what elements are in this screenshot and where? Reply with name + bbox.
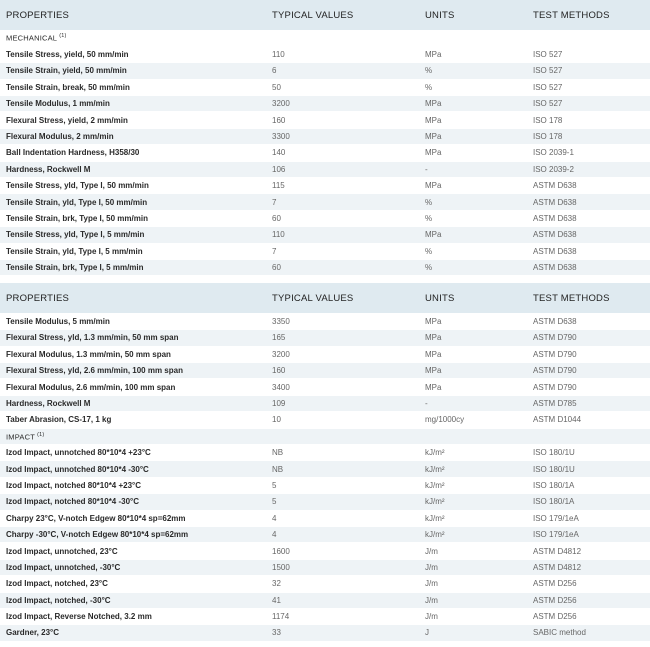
table-row xyxy=(0,412,650,428)
cell-typical-value: 1600 xyxy=(266,543,418,559)
cell-property: Ball Indentation Hardness, H358/30 xyxy=(0,145,266,161)
footnote-marker: (1) xyxy=(37,431,45,438)
table-row xyxy=(0,145,650,161)
cell-test-method: ISO 179/1eA xyxy=(525,510,650,526)
cell-typical-value: 41 xyxy=(266,592,418,608)
table-row xyxy=(0,194,650,210)
cell-property: Izod Impact, Reverse Notched, 3.2 mm xyxy=(0,608,266,624)
cell-unit: % xyxy=(418,194,525,210)
table-row xyxy=(0,477,650,493)
section-row-impact xyxy=(0,428,650,444)
cell-unit: MPa xyxy=(418,313,525,329)
cell-unit: J xyxy=(418,625,525,641)
table-row xyxy=(0,243,650,259)
cell-typical-value: 160 xyxy=(266,112,418,128)
footnote-marker: (1) xyxy=(59,33,67,40)
cell-typical-value: 106 xyxy=(266,161,418,177)
table-header-row xyxy=(0,0,650,30)
header-typical-values: TYPICAL VALUES xyxy=(272,292,354,304)
cell-unit: % xyxy=(418,210,525,226)
cell-unit: MPa xyxy=(418,379,525,395)
cell-typical-value: 50 xyxy=(266,79,418,95)
cell-typical-value: 60 xyxy=(266,259,418,275)
cell-unit: MPa xyxy=(418,330,525,346)
cell-test-method: ASTM D790 xyxy=(525,346,650,362)
cell-property: Izod Impact, unnotched 80*10*4 -30°C xyxy=(0,461,266,477)
cell-unit: MPa xyxy=(418,227,525,243)
cell-typical-value: 10 xyxy=(266,412,418,428)
cell-test-method: ISO 2039-1 xyxy=(525,145,650,161)
cell-test-method: SABIC method xyxy=(525,625,650,641)
cell-test-method: ASTM D785 xyxy=(525,395,650,411)
cell-unit: MPa xyxy=(418,46,525,62)
cell-test-method: ASTM D256 xyxy=(525,576,650,592)
table-row xyxy=(0,625,650,641)
cell-property: Flexural Stress, yield, 2 mm/min xyxy=(0,112,266,128)
table-row xyxy=(0,128,650,144)
cell-typical-value: 165 xyxy=(266,330,418,346)
cell-test-method: ISO 527 xyxy=(525,79,650,95)
table-row xyxy=(0,161,650,177)
table-row xyxy=(0,96,650,112)
cell-unit: J/m xyxy=(418,592,525,608)
cell-test-method: ASTM D638 xyxy=(525,243,650,259)
cell-property: Tensile Strain, brk, Type I, 50 mm/min xyxy=(0,210,266,226)
cell-property: Charpy -30°C, V-notch Edgew 80*10*4 sp=62mm xyxy=(0,526,266,542)
cell-test-method: ASTM D638 xyxy=(525,178,650,194)
section-label-mechanical xyxy=(0,30,650,46)
cell-property: Izod Impact, unnotched 80*10*4 +23°C xyxy=(0,444,266,460)
cell-typical-value: 3200 xyxy=(266,96,418,112)
cell-unit: MPa xyxy=(418,96,525,112)
cell-typical-value: 109 xyxy=(266,395,418,411)
cell-test-method: ASTM D638 xyxy=(525,194,650,210)
cell-test-method: ISO 180/1A xyxy=(525,494,650,510)
cell-property: Flexural Modulus, 2.6 mm/min, 100 mm span xyxy=(0,379,266,395)
cell-typical-value: 7 xyxy=(266,194,418,210)
cell-typical-value: 5 xyxy=(266,494,418,510)
table-row xyxy=(0,46,650,62)
cell-typical-value: 4 xyxy=(266,526,418,542)
cell-typical-value: 4 xyxy=(266,510,418,526)
header-test-methods: TEST METHODS xyxy=(533,9,610,21)
cell-unit: % xyxy=(418,79,525,95)
cell-property: Tensile Strain, yield, 50 mm/min xyxy=(0,63,266,79)
table-row xyxy=(0,559,650,575)
table-2-body-b xyxy=(0,444,650,641)
cell-property: Izod Impact, unnotched, 23°C xyxy=(0,543,266,559)
cell-property: Flexural Modulus, 2 mm/min xyxy=(0,128,266,144)
cell-property: Izod Impact, notched, 23°C xyxy=(0,576,266,592)
cell-unit: MPa xyxy=(418,363,525,379)
cell-typical-value: 160 xyxy=(266,363,418,379)
cell-property: Izod Impact, notched 80*10*4 -30°C xyxy=(0,494,266,510)
header-properties: PROPERTIES xyxy=(6,292,70,304)
table-1-body xyxy=(0,30,650,276)
cell-property: Tensile Stress, yld, Type I, 5 mm/min xyxy=(0,227,266,243)
cell-typical-value: 3400 xyxy=(266,379,418,395)
cell-unit: kJ/m² xyxy=(418,461,525,477)
table-row xyxy=(0,395,650,411)
cell-unit: kJ/m² xyxy=(418,510,525,526)
cell-unit: MPa xyxy=(418,346,525,362)
cell-property: Hardness, Rockwell M xyxy=(0,395,266,411)
table-row xyxy=(0,330,650,346)
cell-test-method: ASTM D256 xyxy=(525,608,650,624)
cell-typical-value: 32 xyxy=(266,576,418,592)
cell-unit: % xyxy=(418,243,525,259)
table-row xyxy=(0,543,650,559)
cell-test-method: ASTM D4812 xyxy=(525,559,650,575)
table-row xyxy=(0,112,650,128)
cell-test-method: ISO 178 xyxy=(525,128,650,144)
cell-typical-value: 60 xyxy=(266,210,418,226)
table-row xyxy=(0,79,650,95)
cell-property: Tensile Strain, brk, Type I, 5 mm/min xyxy=(0,259,266,275)
header-units: UNITS xyxy=(425,292,455,304)
cell-unit: MPa xyxy=(418,178,525,194)
cell-test-method: ISO 527 xyxy=(525,63,650,79)
cell-test-method: ISO 178 xyxy=(525,112,650,128)
cell-property: Gardner, 23°C xyxy=(0,625,266,641)
cell-unit: mg/1000cy xyxy=(418,412,525,428)
cell-unit: kJ/m² xyxy=(418,477,525,493)
cell-property: Taber Abrasion, CS-17, 1 kg xyxy=(0,412,266,428)
table-row xyxy=(0,363,650,379)
cell-property: Tensile Strain, yld, Type I, 5 mm/min xyxy=(0,243,266,259)
section-title: IMPACT xyxy=(6,432,35,442)
cell-test-method: ASTM D638 xyxy=(525,313,650,329)
cell-test-method: ISO 2039-2 xyxy=(525,161,650,177)
cell-test-method: ASTM D638 xyxy=(525,259,650,275)
cell-typical-value: 3300 xyxy=(266,128,418,144)
table-row xyxy=(0,444,650,460)
table-2-section xyxy=(0,428,650,444)
table-row xyxy=(0,494,650,510)
cell-test-method: ASTM D256 xyxy=(525,592,650,608)
table-row xyxy=(0,592,650,608)
cell-unit: kJ/m² xyxy=(418,526,525,542)
cell-property: Tensile Modulus, 5 mm/min xyxy=(0,313,266,329)
table-row xyxy=(0,379,650,395)
table-row xyxy=(0,526,650,542)
header-test-methods: TEST METHODS xyxy=(533,292,610,304)
cell-unit: % xyxy=(418,63,525,79)
cell-test-method: ISO 180/1U xyxy=(525,461,650,477)
cell-typical-value: 3350 xyxy=(266,313,418,329)
cell-typical-value: 7 xyxy=(266,243,418,259)
cell-test-method: ASTM D790 xyxy=(525,330,650,346)
table-row xyxy=(0,63,650,79)
cell-property: Tensile Modulus, 1 mm/min xyxy=(0,96,266,112)
cell-property: Flexural Stress, yld, 1.3 mm/min, 50 mm span xyxy=(0,330,266,346)
cell-unit: J/m xyxy=(418,576,525,592)
cell-test-method: ASTM D4812 xyxy=(525,543,650,559)
cell-property: Izod Impact, notched, -30°C xyxy=(0,592,266,608)
table-row xyxy=(0,227,650,243)
cell-test-method: ASTM D790 xyxy=(525,363,650,379)
cell-test-method: ASTM D638 xyxy=(525,210,650,226)
cell-property: Tensile Strain, yld, Type I, 50 mm/min xyxy=(0,194,266,210)
cell-typical-value: 140 xyxy=(266,145,418,161)
cell-unit: J/m xyxy=(418,559,525,575)
cell-property: Hardness, Rockwell M xyxy=(0,161,266,177)
cell-typical-value: 5 xyxy=(266,477,418,493)
section-label-impact xyxy=(0,428,650,444)
cell-typical-value: 33 xyxy=(266,625,418,641)
header-properties: PROPERTIES xyxy=(6,9,70,21)
cell-property: Charpy 23°C, V-notch Edgew 80*10*4 sp=62mm xyxy=(0,510,266,526)
cell-unit: MPa xyxy=(418,145,525,161)
cell-typical-value: 110 xyxy=(266,46,418,62)
cell-typical-value: 1500 xyxy=(266,559,418,575)
cell-property: Izod Impact, unnotched, -30°C xyxy=(0,559,266,575)
cell-unit: - xyxy=(418,395,525,411)
cell-test-method: ASTM D638 xyxy=(525,227,650,243)
cell-typical-value: NB xyxy=(266,444,418,460)
cell-property: Tensile Strain, break, 50 mm/min xyxy=(0,79,266,95)
cell-unit: % xyxy=(418,259,525,275)
header-units: UNITS xyxy=(425,9,455,21)
cell-property: Tensile Stress, yld, Type I, 50 mm/min xyxy=(0,178,266,194)
cell-typical-value: 110 xyxy=(266,227,418,243)
cell-typical-value: 6 xyxy=(266,63,418,79)
cell-typical-value: NB xyxy=(266,461,418,477)
table-row xyxy=(0,510,650,526)
table-2-body-a xyxy=(0,313,650,428)
cell-unit: - xyxy=(418,161,525,177)
cell-unit: kJ/m² xyxy=(418,494,525,510)
table-header-row xyxy=(0,283,650,313)
cell-unit: MPa xyxy=(418,112,525,128)
cell-test-method: ISO 179/1eA xyxy=(525,526,650,542)
properties-table-1 xyxy=(0,0,650,276)
cell-test-method: ISO 180/1U xyxy=(525,444,650,460)
cell-unit: MPa xyxy=(418,128,525,144)
cell-typical-value: 3200 xyxy=(266,346,418,362)
cell-typical-value: 1174 xyxy=(266,608,418,624)
cell-property: Flexural Modulus, 1.3 mm/min, 50 mm span xyxy=(0,346,266,362)
cell-test-method: ISO 527 xyxy=(525,46,650,62)
cell-unit: J/m xyxy=(418,543,525,559)
section-row-mechanical xyxy=(0,30,650,46)
table-gap xyxy=(0,276,650,283)
cell-property: Tensile Stress, yield, 50 mm/min xyxy=(0,46,266,62)
table-row xyxy=(0,576,650,592)
table-row xyxy=(0,210,650,226)
cell-test-method: ASTM D790 xyxy=(525,379,650,395)
header-typical-values: TYPICAL VALUES xyxy=(272,9,354,21)
properties-table-2 xyxy=(0,283,650,641)
table-row xyxy=(0,346,650,362)
table-row xyxy=(0,608,650,624)
cell-property: Izod Impact, notched 80*10*4 +23°C xyxy=(0,477,266,493)
cell-unit: kJ/m² xyxy=(418,444,525,460)
cell-unit: J/m xyxy=(418,608,525,624)
table-row xyxy=(0,259,650,275)
table-row xyxy=(0,461,650,477)
cell-property: Flexural Stress, yld, 2.6 mm/min, 100 mm span xyxy=(0,363,266,379)
cell-typical-value: 115 xyxy=(266,178,418,194)
cell-test-method: ASTM D1044 xyxy=(525,412,650,428)
section-title: MECHANICAL xyxy=(6,33,57,43)
table-row xyxy=(0,178,650,194)
table-row xyxy=(0,313,650,329)
cell-test-method: ISO 527 xyxy=(525,96,650,112)
cell-test-method: ISO 180/1A xyxy=(525,477,650,493)
